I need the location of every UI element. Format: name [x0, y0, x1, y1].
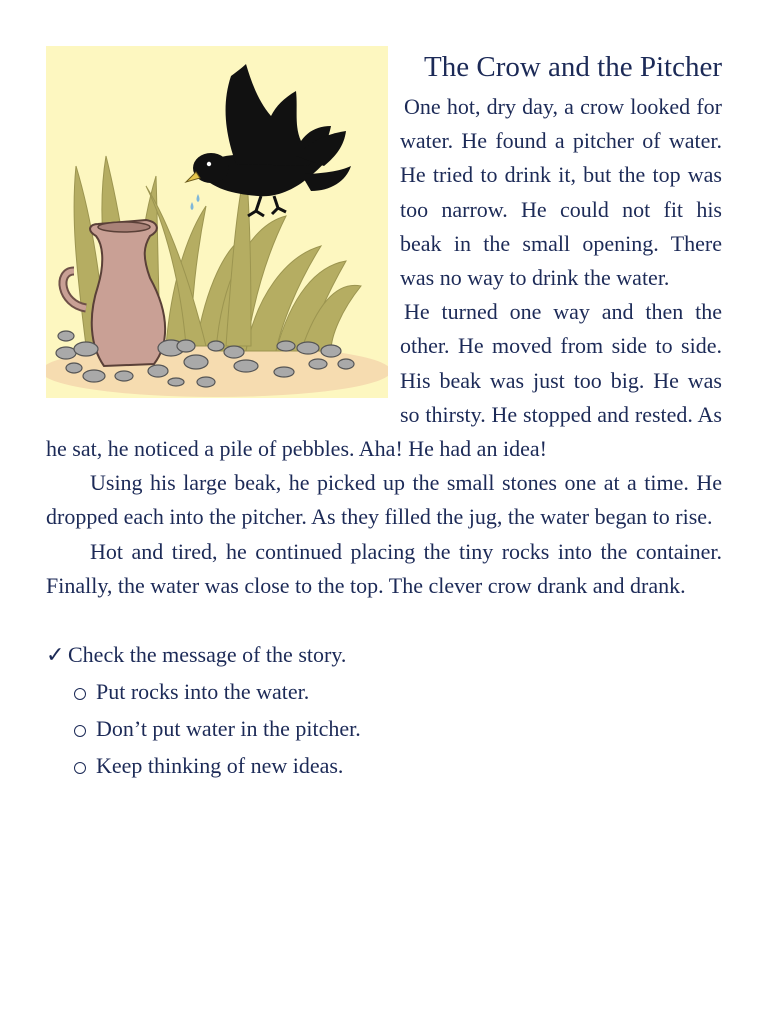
paragraph-1: One hot, dry day, a crow looked for water. He found a pitcher of water. He tried to drink it, but the top was too narrow. He could not fit his beak in the small opening. There was no way to drink the water.	[400, 94, 722, 291]
crow-and-pitcher-picture	[46, 46, 388, 398]
crow-pitcher-illustration	[46, 46, 388, 398]
answer-option[interactable]	[74, 673, 722, 710]
answer-options	[46, 673, 722, 784]
eye-icon	[207, 162, 211, 166]
question-prompt: Check the message of the story.	[68, 642, 347, 668]
radio-circle-icon[interactable]	[74, 725, 86, 737]
radio-circle-icon[interactable]	[74, 762, 86, 774]
answer-option[interactable]	[74, 747, 722, 784]
paragraph-3: Using his large beak, he picked up the small stones one at a time. He dropped each into the pitcher. As they filled the jug, the water began to rise.	[46, 470, 722, 530]
answer-option-label: Keep thinking of new ideas.	[96, 753, 344, 779]
paragraph-2: He turned one way and then the other. He moved from side to side. His beak was just too big. He was so thirsty. He stopped and rested. As he sat, he noticed a pile of pebbles. Aha! He had an idea!	[46, 299, 722, 462]
comprehension-question	[46, 637, 722, 673]
answer-option[interactable]	[74, 710, 722, 747]
answer-option-label: Put rocks into the water.	[96, 679, 310, 705]
story-title: The Crow and the Pitcher	[424, 51, 722, 83]
paragraph-4: Hot and tired, he continued placing the tiny rocks into the container. Finally, the water was close to the top. The clever crow drank and drank.	[46, 538, 722, 598]
check-mark-icon: ✓	[46, 642, 65, 668]
radio-circle-icon[interactable]	[74, 688, 86, 700]
water-drop-icon	[191, 194, 200, 210]
worksheet-page	[46, 46, 722, 784]
answer-option-label: Don’t put water in the pitcher.	[96, 716, 361, 742]
crow-icon	[193, 64, 351, 216]
